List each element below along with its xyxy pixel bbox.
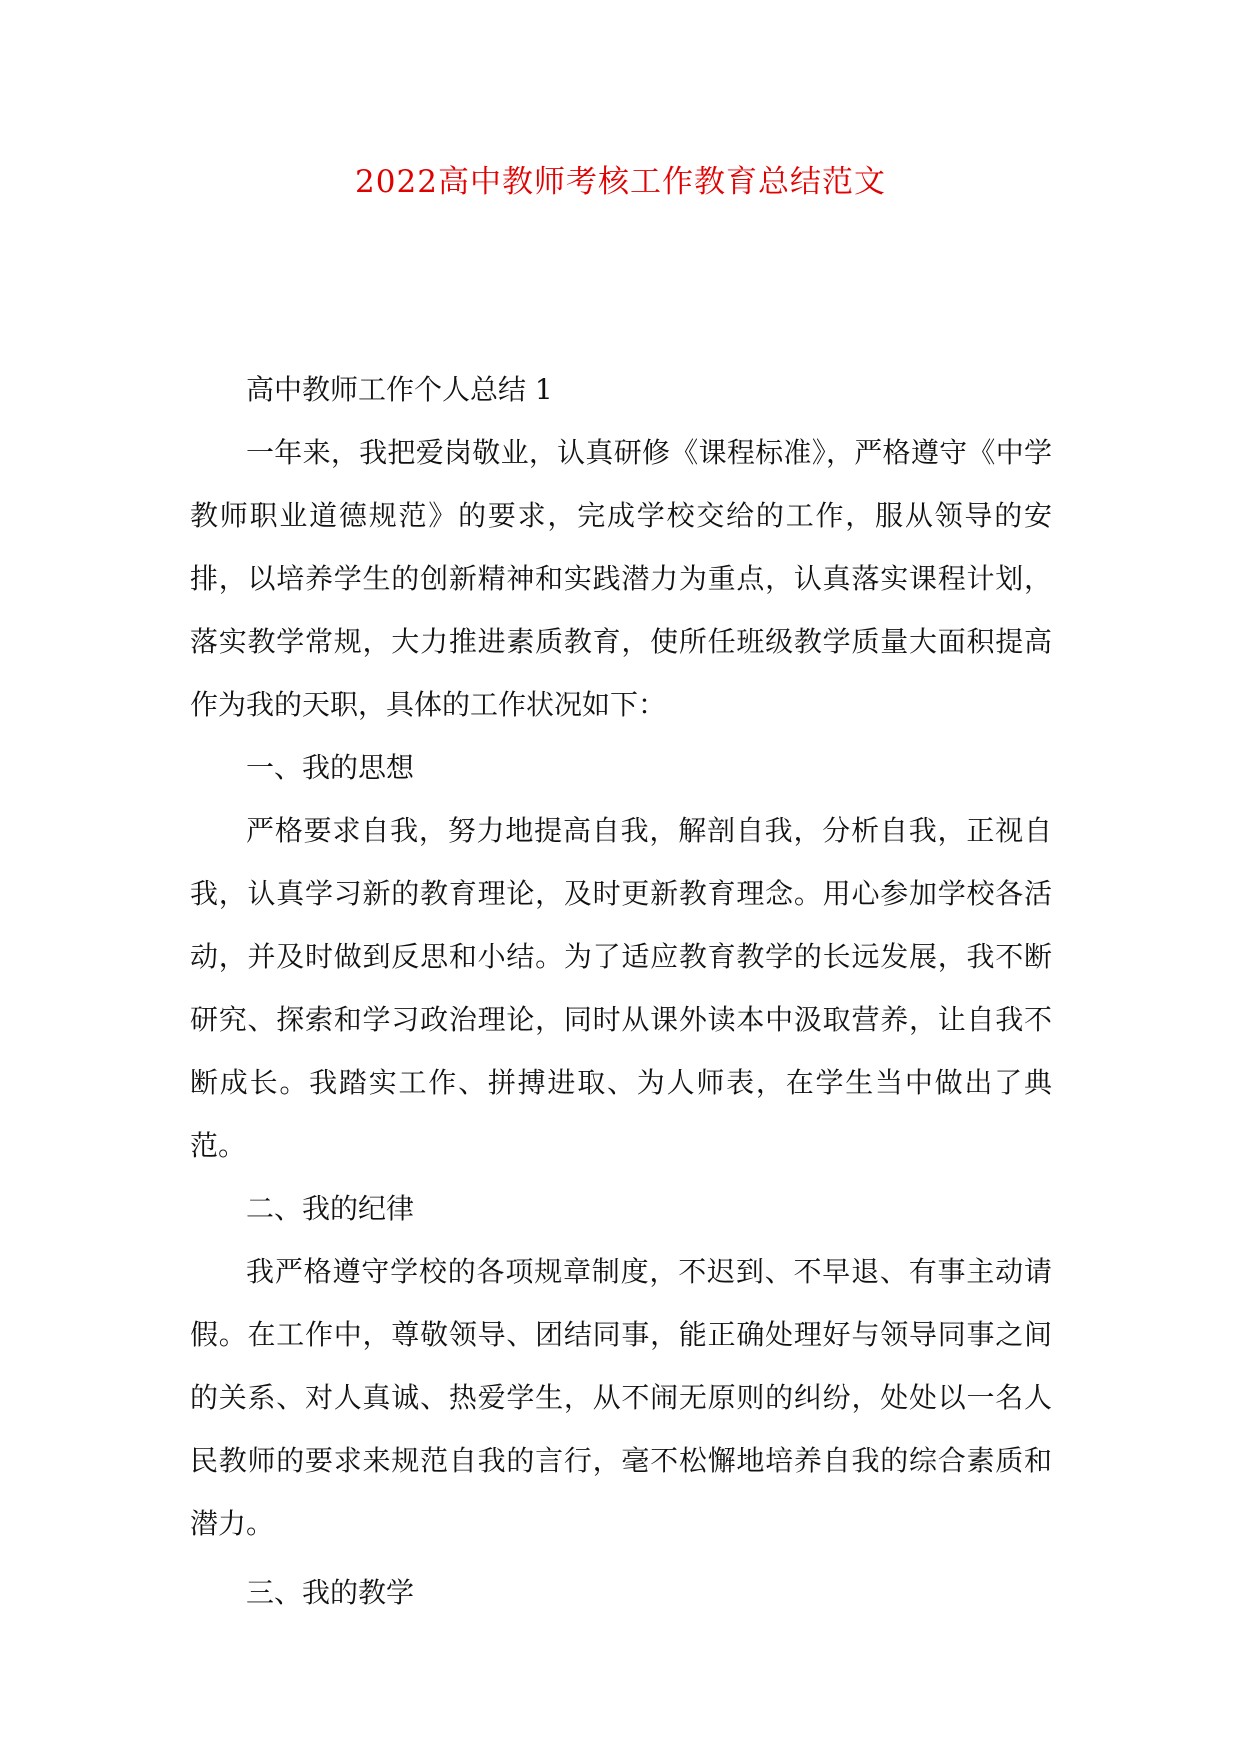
document-subtitle: 高中教师工作个人总结 1 [246, 373, 553, 406]
section-heading-discipline: 二、我的纪律 [246, 1192, 415, 1225]
section-paragraph-discipline: 我严格遵守学校的各项规章制度，不迟到、不早退、有事主动请假。在工作中，尊敬领导、团结同事，能正确处理好与领导同事之间的关系、对人真诚、热爱学生，从不闹无原则的纠纷，处处以一名人民教师的要求来规范自我的言行，毫不松懈地培养自我的综合素质和潜力。 [190, 1255, 1052, 1540]
document-body [190, 358, 1052, 1624]
section-paragraph-thought: 严格要求自我，努力地提高自我，解剖自我，分析自我，正视自我，认真学习新的教育理论，及时更新教育理念。用心参加学校各活动，并及时做到反思和小结。为了适应教育教学的长远发展，我不断研究、探索和学习政治理论，同时从课外读本中汲取营养，让自我不断成长。我踏实工作、拼搏进取、为人师表，在学生当中做出了典范。 [190, 814, 1052, 1162]
document-title: 2022高中教师考核工作教育总结范文 [355, 164, 886, 200]
section-heading-thought: 一、我的思想 [246, 751, 415, 784]
section-heading-teaching: 三、我的教学 [246, 1576, 415, 1609]
intro-paragraph: 一年来，我把爱岗敬业，认真研修《课程标准》，严格遵守《中学教师职业道德规范》的要求，完成学校交给的工作，服从领导的安排，以培养学生的创新精神和实践潜力为重点，认真落实课程计划，落实教学常规，大力推进素质教育，使所任班级教学质量大面积提高作为我的天职，具体的工作状况如下： [190, 436, 1052, 721]
